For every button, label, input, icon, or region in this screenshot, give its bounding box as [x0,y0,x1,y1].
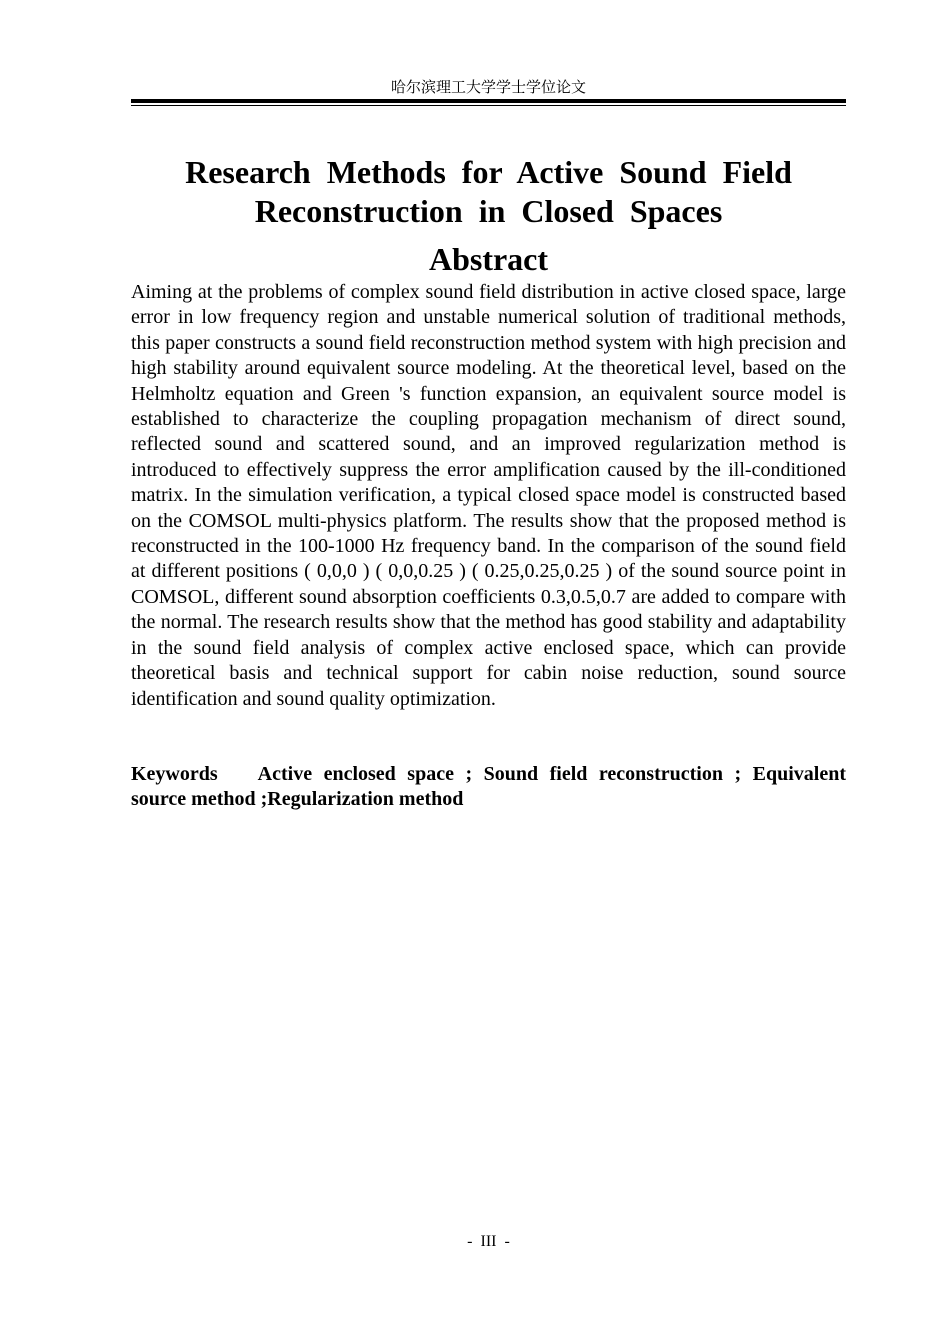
paper-title-line-1: Research Methods for Active Sound Field [185,154,792,190]
abstract-heading: Abstract [428,241,549,277]
running-header: 哈尔滨理工大学学士学位论文 [390,80,586,96]
header-rule-thick [131,99,846,103]
paper-title-line-2: Reconstruction in Closed Spaces [254,193,723,229]
header-rule [131,99,846,106]
keywords-text: Active enclosed space ; Sound field reconstruction ; Equivalent source method ;Regularization method [131,763,846,811]
abstract-body: Aiming at the problems of complex sound field distribution in active closed space, large error in low frequency region and unstable numerical solution of traditional methods, this paper constructs a sound field reconstruction method system with high precision and high stability around equivalent source modeling. At the theoretical level, based on the Helmholtz equation and Green 's function expansion, an equivalent source model is established to characterize the coupling propagation mechanism of direct sound, reflected sound and scattered sound, and an improved regularization method is introduced to effectively suppress the error amplification caused by the ill-conditioned matrix. In the simulation verification, a typical closed space model is constructed based on the COMSOL multi-physics platform. The results show that the proposed method is reconstructed in the 100-1000 Hz frequency band. In the comparison of the sound field at different positions ( 0,0,0 ) ( 0,0,0.25 ) ( 0.25,0.25,0.25 ) of the sound source point in COMSOL, different sound absorption coefficients 0.3,0.5,0.7 are added to compare with the normal. The research results show that the method has good stability and adaptability in the sound field analysis of complex active enclosed space, which can provide theoretical basis and technical support for cabin noise reduction, sound source identification and sound quality optimization. [131,281,846,710]
paper-title [131,153,846,231]
keywords [131,762,846,813]
keywords-label: Keywords [131,763,218,785]
page-number: - III - [467,1233,510,1250]
header-rule-thin [131,105,846,106]
